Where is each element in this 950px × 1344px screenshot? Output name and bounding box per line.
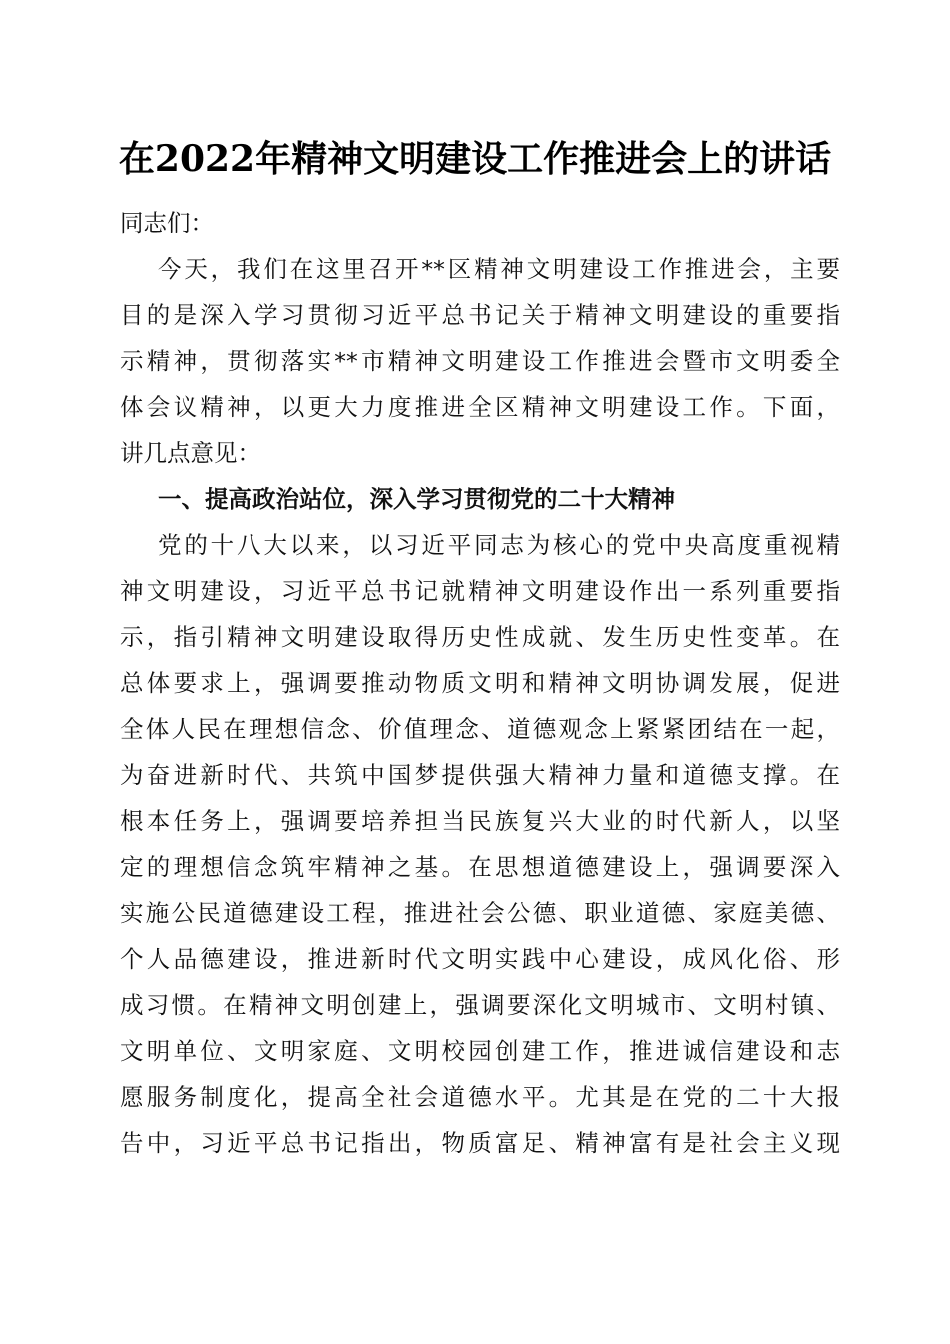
section-line: 告中，习近平总书记指出，物质富足、精神富有是社会主义现: [120, 1129, 840, 1157]
salutation: 同志们：: [120, 209, 214, 237]
section-line: 愿服务制度化，提高全社会道德水平。尤其是在党的二十大报: [120, 1083, 840, 1111]
section-line: 成习惯。在精神文明创建上，强调要深化文明城市、文明村镇、: [120, 991, 840, 1019]
section-line: 神文明建设，习近平总书记就精神文明建设作出一系列重要指: [120, 577, 840, 605]
intro-line: 讲几点意见：: [120, 439, 261, 467]
section-line: 实施公民道德建设工程，推进社会公德、职业道德、家庭美德、: [120, 899, 840, 927]
section-line: 定的理想信念筑牢精神之基。在思想道德建设上，强调要深入: [120, 853, 840, 881]
section-line: 党的十八大以来，以习近平同志为核心的党中央高度重视精: [158, 531, 840, 559]
section-line: 全体人民在理想信念、价值理念、道德观念上紧紧团结在一起，: [120, 715, 840, 743]
section-line: 个人品德建设，推进新时代文明实践中心建设，成风化俗、形: [120, 945, 840, 973]
document-title: 在2022年精神文明建设工作推进会上的讲话: [118, 138, 832, 180]
section-line: 根本任务上，强调要培养担当民族复兴大业的时代新人，以坚: [120, 807, 840, 835]
section-line: 示，指引精神文明建设取得历史性成就、发生历史性变革。在: [120, 623, 840, 651]
section-heading: 一、提高政治站位，深入学习贯彻党的二十大精神: [158, 485, 675, 513]
intro-line: 示精神，贯彻落实**市精神文明建设工作推进会暨市文明委全: [120, 347, 840, 375]
intro-line: 目的是深入学习贯彻习近平总书记关于精神文明建设的重要指: [120, 301, 840, 329]
section-line: 总体要求上，强调要推动物质文明和精神文明协调发展，促进: [120, 669, 840, 697]
intro-line: 体会议精神，以更大力度推进全区精神文明建设工作。下面，: [120, 393, 840, 421]
section-line: 文明单位、文明家庭、文明校园创建工作，推进诚信建设和志: [120, 1037, 840, 1065]
intro-line: 今天，我们在这里召开**区精神文明建设工作推进会，主要: [158, 255, 840, 283]
document-body: [120, 200, 840, 1166]
section-line: 为奋进新时代、共筑中国梦提供强大精神力量和道德支撑。在: [120, 761, 840, 789]
